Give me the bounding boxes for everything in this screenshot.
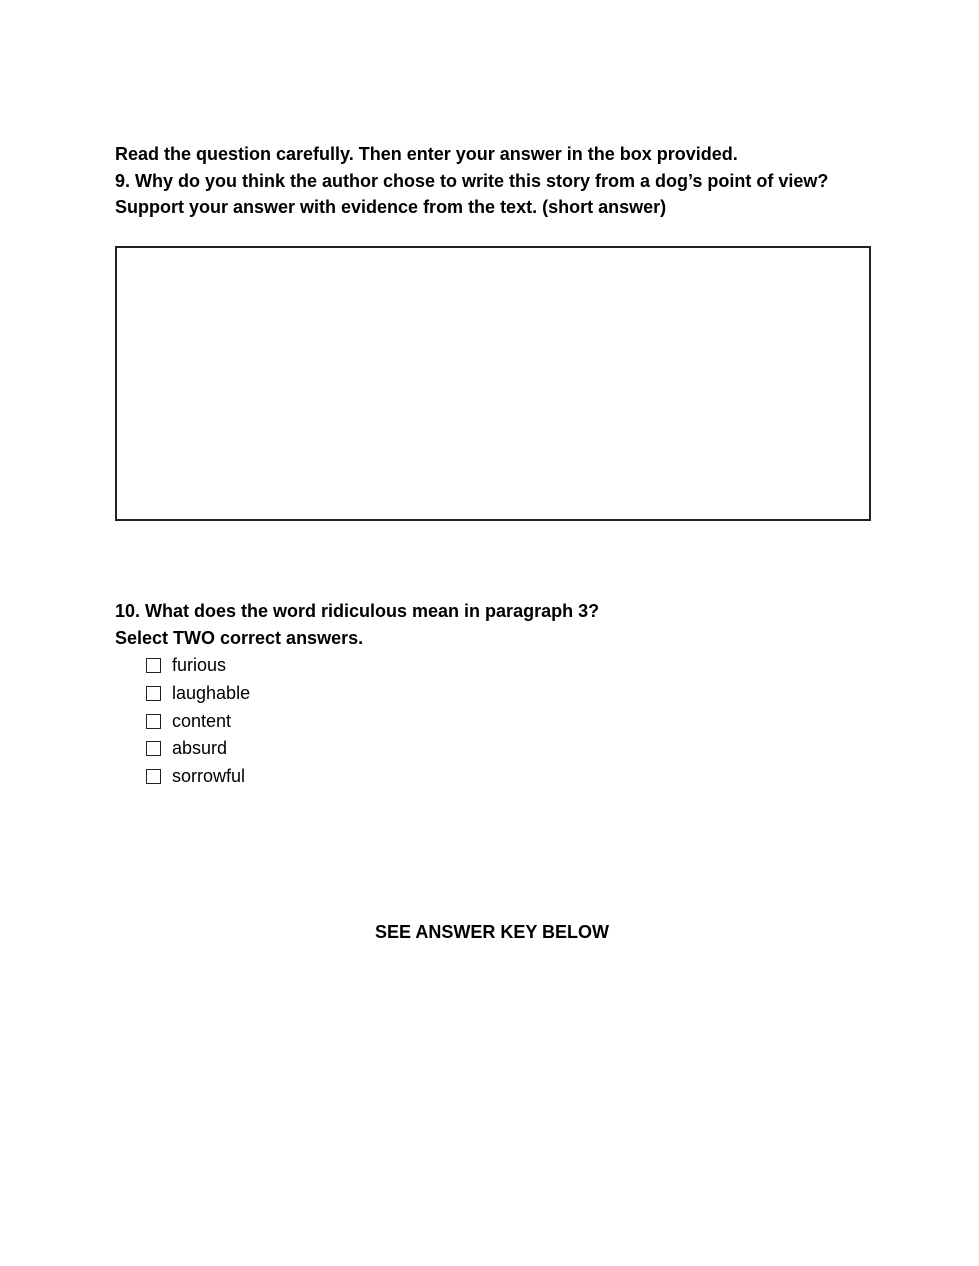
q9-prompt: 9. Why do you think the author chose to write this story from a dog’s point of view?: [115, 170, 829, 191]
option-laughable[interactable]: [146, 680, 875, 708]
q10-options: [115, 652, 875, 790]
question-10: [115, 598, 875, 790]
option-content[interactable]: [146, 707, 875, 735]
question-9: [115, 141, 875, 221]
q9-answer-box[interactable]: [115, 246, 871, 521]
option-label: furious: [172, 655, 227, 676]
q9-instruction: Read the question carefully. Then enter your answer in the box provided.: [115, 144, 738, 164]
q9-support-note: Support your answer with evidence from the text. (short answer): [115, 197, 667, 217]
checkbox[interactable]: [146, 658, 161, 673]
checkbox[interactable]: [146, 686, 161, 701]
option-label: sorrowful: [172, 766, 246, 787]
option-label: laughable: [172, 683, 251, 704]
option-absurd[interactable]: [146, 735, 875, 763]
option-label: absurd: [172, 738, 228, 759]
checkbox[interactable]: [146, 714, 161, 729]
checkbox[interactable]: [146, 769, 161, 784]
checkbox[interactable]: [146, 741, 161, 756]
q10-prompt: 10. What does the word ridiculous mean in paragraph 3?: [115, 601, 600, 621]
option-furious[interactable]: [146, 652, 875, 680]
q10-instruction: Select TWO correct answers.: [115, 627, 364, 648]
option-sorrowful[interactable]: [146, 763, 875, 791]
answer-key-note: SEE ANSWER KEY BELOW: [374, 922, 610, 942]
option-label: content: [172, 710, 232, 731]
